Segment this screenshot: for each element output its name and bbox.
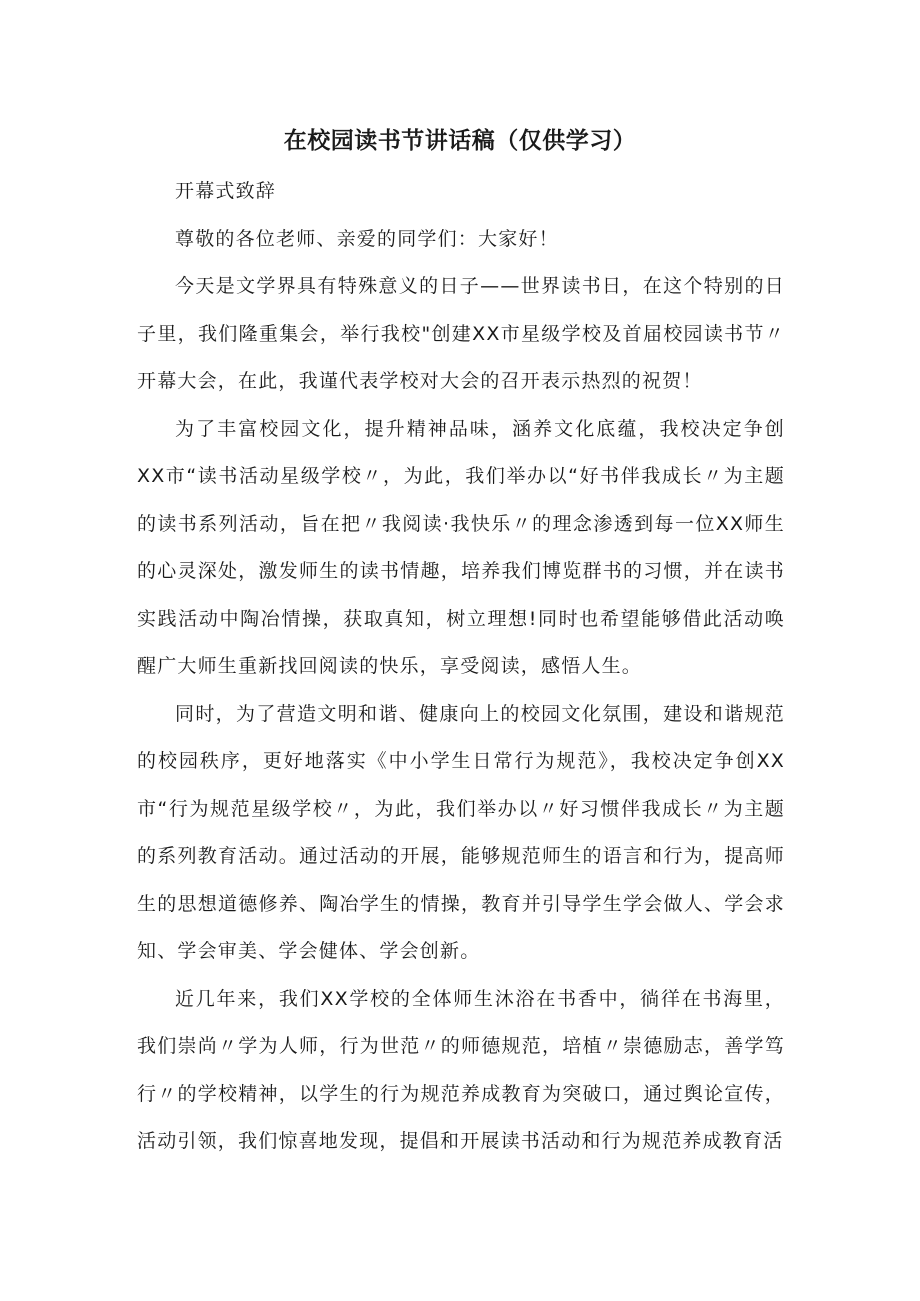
document-body xyxy=(137,168,785,1166)
paragraph-opening-label: 开幕式致辞 xyxy=(175,180,277,202)
paragraph-behavior-norms: 同时，为了营造文明和谐、健康向上的校园文化氛围，建设和谐规范的校园秩序，更好地落实《中小学生日常行为规范》，我校决定争创XX市“行为规范星级学校〃，为此，我们举办以〃好习惯伴我成长〃为主题的系列教育活动。通过活动的开展，能够规范师生的语言和行为，提高师生的思想道德修养、陶冶学生的情操，教育并引导学生学会做人、学会求知、学会审美、学会健体、学会创新。 xyxy=(137,702,785,962)
paragraph-greeting: 尊敬的各位老师、亲爱的同学们：大家好！ xyxy=(175,227,559,250)
paragraph-intro: 今天是文学界具有特殊意义的日子——世界读书日，在这个特别的日子里，我们隆重集会，举行我校"创建XX市星级学校及首届校园读书节〃开幕大会，在此，我谨代表学校对大会的召开表示热烈的祝贺！ xyxy=(137,275,785,392)
paragraph-recent-years: 近几年来，我们XX学校的全体师生沐浴在书香中，徜徉在书海里，我们崇尚〃学为人师，行为世范〃的师德规范，培植〃崇德励志，善学笃行〃的学校精神，以学生的行为规范养成教育为突破口，通过舆论宣传，活动引领，我们惊喜地发现，提倡和开展读书活动和行为规范养成教育活 xyxy=(137,987,785,1152)
document-title: 在校园读书节讲话稿（仅供学习） xyxy=(283,128,637,154)
paragraph-reading-activity: 为了丰富校园文化，提升精神品味，涵养文化底蕴，我校决定争创XX市“读书活动星级学校〃，为此，我们举办以“好书伴我成长〃为主题的读书系列活动，旨在把〃我阅读·我快乐〃的理念渗透到每一位XX师生的心灵深处，激发师生的读书情趣，培养我们博览群书的习惯，并在读书实践活动中陶冶情操，获取真知，树立理想!同时也希望能够借此活动唤醒广大师生重新找回阅读的快乐，享受阅读，感悟人生。 xyxy=(137,417,785,677)
